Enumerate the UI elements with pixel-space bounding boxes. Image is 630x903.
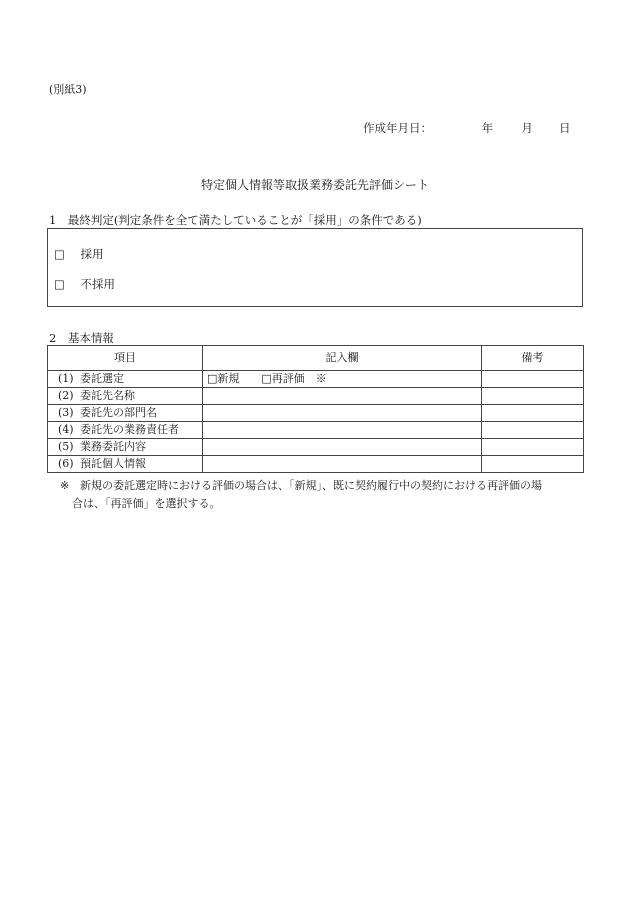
row-remarks[interactable] bbox=[482, 388, 584, 405]
column-header-item: 項目 bbox=[48, 346, 203, 371]
row-item-label: 委託先の業務責任者 bbox=[80, 423, 179, 436]
table-row bbox=[48, 388, 584, 405]
creation-date-year: 年 bbox=[481, 121, 494, 135]
row-entry[interactable] bbox=[203, 405, 482, 422]
row-item bbox=[48, 388, 203, 405]
row-item bbox=[48, 405, 203, 422]
table-row bbox=[48, 371, 584, 388]
row-remarks[interactable] bbox=[482, 456, 584, 473]
row-entry[interactable] bbox=[203, 439, 482, 456]
final-judgment-box bbox=[47, 228, 583, 307]
row-number: (5) bbox=[58, 440, 74, 453]
annex-label: (別紙3) bbox=[49, 83, 87, 96]
row-number: (2) bbox=[58, 389, 74, 402]
table-row bbox=[48, 456, 584, 473]
document-title: 特定個人情報等取扱業務委託先評価シート bbox=[200, 178, 429, 192]
footnote-mark: ※ bbox=[60, 479, 70, 492]
row-item-label: 委託選定 bbox=[80, 372, 124, 385]
table-row bbox=[48, 422, 584, 439]
row-number: (4) bbox=[58, 423, 74, 436]
creation-date-label: 作成年月日： bbox=[363, 121, 432, 135]
row-item bbox=[48, 439, 203, 456]
table-row bbox=[48, 405, 584, 422]
row-item bbox=[48, 422, 203, 439]
footnote bbox=[60, 477, 542, 513]
section1-heading: 1 最終判定(判定条件を全て満たしていることが「採用」の条件である) bbox=[49, 213, 422, 227]
row-item-label: 委託先の部門名 bbox=[80, 406, 157, 419]
row-item bbox=[48, 456, 203, 473]
checkbox-adopt[interactable]: □ bbox=[54, 247, 65, 261]
footnote-line2: 合は、「再評価」を選択する。 bbox=[72, 497, 221, 510]
basic-info-table bbox=[47, 345, 584, 473]
option-adopt[interactable] bbox=[54, 246, 104, 262]
row-item bbox=[48, 371, 203, 388]
row-remarks[interactable] bbox=[482, 405, 584, 422]
column-header-remarks: 備考 bbox=[482, 346, 584, 371]
table-header-row bbox=[48, 346, 584, 371]
checkbox-reject[interactable]: □ bbox=[54, 277, 65, 291]
option-adopt-label: 採用 bbox=[80, 247, 104, 261]
section2-heading: 2 基本情報 bbox=[49, 331, 114, 345]
row-item-label: 預託個人情報 bbox=[80, 457, 146, 470]
row-remarks[interactable] bbox=[482, 422, 584, 439]
column-header-entry: 記入欄 bbox=[203, 346, 482, 371]
footnote-line1: 新規の委託選定時における評価の場合は、「新規」、既に契約履行中の契約における再評価の場 bbox=[80, 479, 542, 492]
creation-date-day: 日 bbox=[558, 121, 571, 135]
creation-date-month: 月 bbox=[521, 121, 533, 135]
row-item-label: 業務委託内容 bbox=[80, 440, 146, 453]
row-number: (3) bbox=[58, 406, 74, 419]
row-entry[interactable] bbox=[203, 388, 482, 405]
row-remarks[interactable] bbox=[482, 371, 584, 388]
row-remarks[interactable] bbox=[482, 439, 584, 456]
row-entry[interactable] bbox=[203, 456, 482, 473]
row-item-label: 委託先名称 bbox=[80, 389, 135, 402]
creation-date bbox=[363, 120, 570, 136]
option-reject[interactable] bbox=[54, 276, 115, 292]
row-number: (6) bbox=[58, 457, 74, 470]
row-number: (1) bbox=[58, 372, 74, 385]
option-reject-label: 不採用 bbox=[80, 277, 116, 291]
row-entry-selection[interactable]: □新規 □再評価 ※ bbox=[203, 371, 482, 388]
row-entry[interactable] bbox=[203, 422, 482, 439]
table-row bbox=[48, 439, 584, 456]
